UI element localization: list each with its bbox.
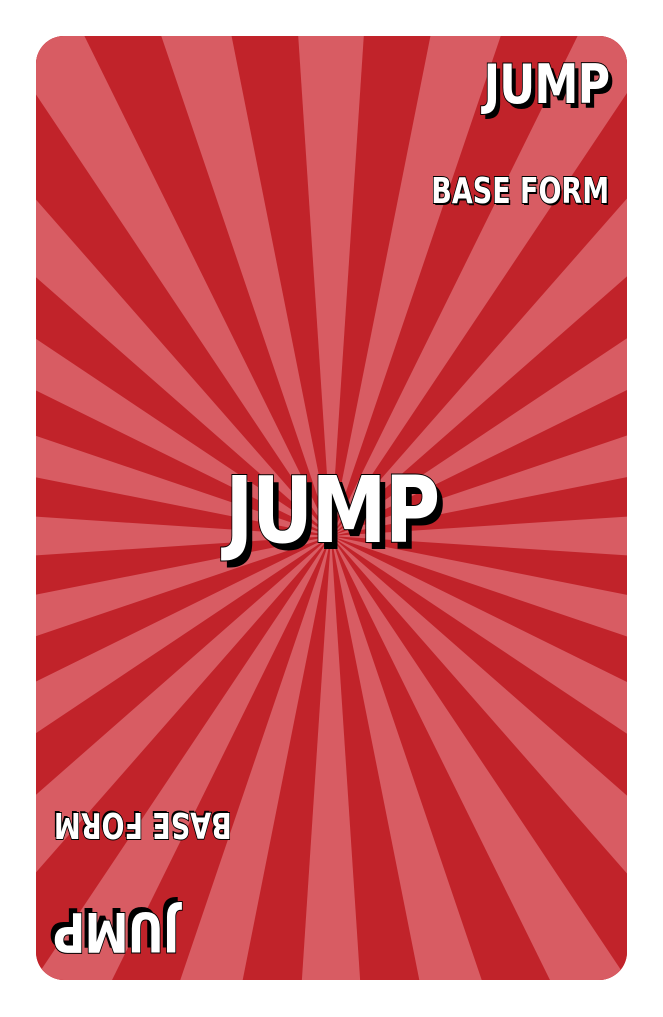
- center-label: [36, 456, 627, 566]
- top-corner-label: [309, 53, 609, 236]
- corner-title-top: JUMP: [483, 53, 609, 116]
- center-title: JUMP: [224, 457, 439, 564]
- corner-subtitle-top: BASE FORM: [431, 171, 609, 212]
- corner-title-bottom: JUMP: [54, 900, 180, 963]
- game-card[interactable]: [36, 36, 627, 980]
- corner-subtitle-bottom: BASE FORM: [54, 804, 232, 845]
- bottom-corner-label: [54, 780, 354, 963]
